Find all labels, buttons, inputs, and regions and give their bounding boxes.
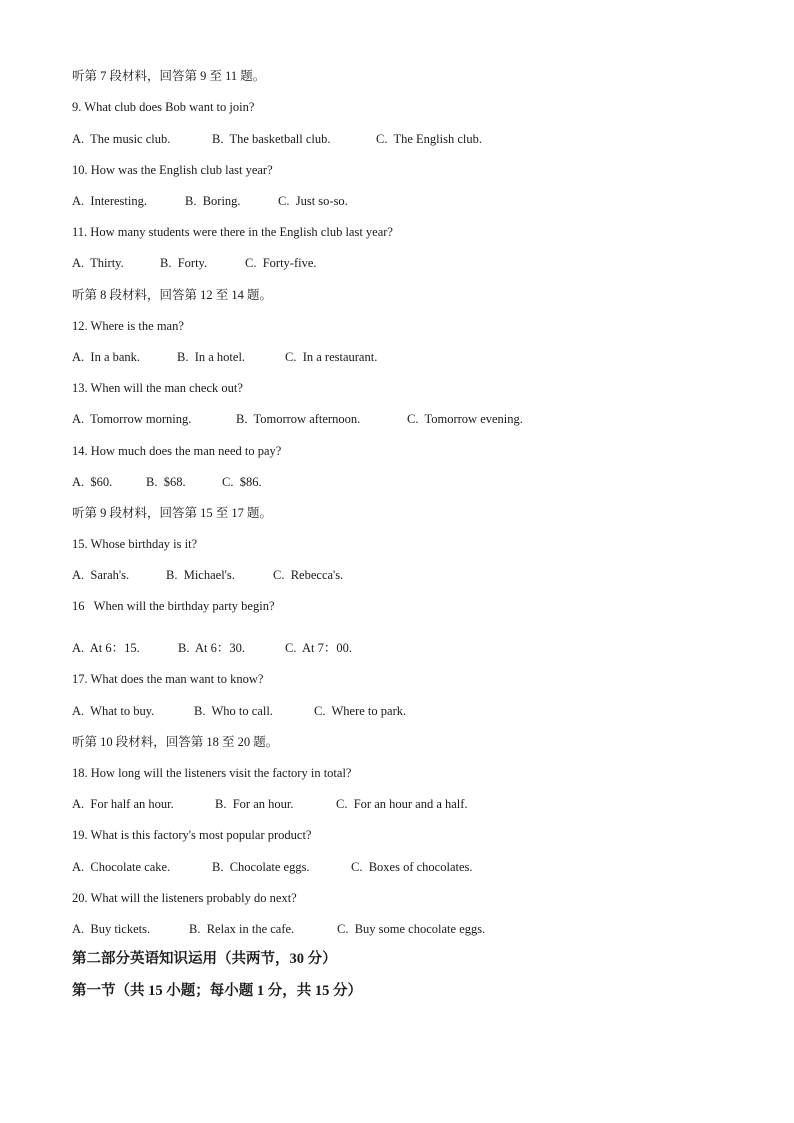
question-text: 9. What club does Bob want to join? — [72, 100, 255, 114]
question-text: 16 When will the birthday party begin? — [72, 599, 275, 613]
option-b: B. Michael's. — [166, 568, 235, 582]
section-heading: 听第 10 段材料，回答第 18 至 20 题。 — [72, 735, 279, 749]
option-c: C. At 7：00. — [285, 641, 353, 655]
option-b: B. $68. — [146, 475, 186, 489]
section-heading: 听第 7 段材料，回答第 9 至 11 题。 — [72, 69, 266, 83]
option-a: A. What to buy. — [72, 704, 155, 718]
option-b: B. Forty. — [160, 256, 208, 270]
question-text: 10. How was the English club last year? — [72, 163, 273, 177]
option-b: B. Boring. — [185, 194, 241, 208]
option-a: A. Thirty. — [72, 256, 124, 270]
option-c: C. For an hour and a half. — [336, 797, 468, 811]
option-b: B. Who to call. — [194, 704, 273, 718]
section-heading: 听第 9 段材料，回答第 15 至 17 题。 — [72, 506, 273, 520]
part-subtitle: 第一节（共 15 小题；每小题 1 分，共 15 分） — [72, 983, 362, 999]
option-a: A. For half an hour. — [72, 797, 174, 811]
option-a: A. Sarah's. — [72, 568, 130, 582]
option-c: C. Tomorrow evening. — [407, 412, 523, 426]
option-a: A. The music club. — [72, 132, 171, 146]
option-a: A. Tomorrow morning. — [72, 412, 192, 426]
option-b: B. In a hotel. — [177, 350, 246, 364]
question-text: 12. Where is the man? — [72, 319, 184, 333]
question-text: 20. What will the listeners probably do next? — [72, 891, 297, 905]
option-a: A. In a bank. — [72, 350, 141, 364]
option-c: C. Rebecca's. — [273, 568, 344, 582]
option-c: C. Forty-five. — [245, 256, 317, 270]
option-b: B. For an hour. — [215, 797, 294, 811]
question-text: 11. How many students were there in the English club last year? — [72, 225, 393, 239]
option-c: C. The English club. — [376, 132, 483, 146]
option-a: A. At 6：15. — [72, 641, 140, 655]
option-c: C. Where to park. — [314, 704, 407, 718]
question-text: 14. How much does the man need to pay? — [72, 444, 282, 458]
question-text: 13. When will the man check out? — [72, 381, 243, 395]
question-text: 19. What is this factory's most popular product? — [72, 828, 312, 842]
question-text: 17. What does the man want to know? — [72, 672, 264, 686]
option-c: C. Buy some chocolate eggs. — [337, 922, 486, 936]
part-title: 第二部分英语知识运用（共两节，30 分） — [72, 951, 337, 967]
option-b: B. Relax in the cafe. — [189, 922, 295, 936]
option-b: B. Chocolate eggs. — [212, 860, 310, 874]
section-heading: 听第 8 段材料，回答第 12 至 14 题。 — [72, 288, 273, 302]
option-b: B. Tomorrow afternoon. — [236, 412, 361, 426]
option-b: B. The basketball club. — [212, 132, 331, 146]
option-a: A. Interesting. — [72, 194, 147, 208]
option-b: B. At 6：30. — [178, 641, 246, 655]
option-c: C. $86. — [222, 475, 262, 489]
option-a: A. Chocolate cake. — [72, 860, 171, 874]
option-a: A. Buy tickets. — [72, 922, 151, 936]
question-text: 15. Whose birthday is it? — [72, 537, 198, 551]
question-text: 18. How long will the listeners visit the factory in total? — [72, 766, 352, 780]
option-c: C. Boxes of chocolates. — [351, 860, 473, 874]
option-c: C. Just so-so. — [278, 194, 348, 208]
option-a: A. $60. — [72, 475, 113, 489]
option-c: C. In a restaurant. — [285, 350, 378, 364]
